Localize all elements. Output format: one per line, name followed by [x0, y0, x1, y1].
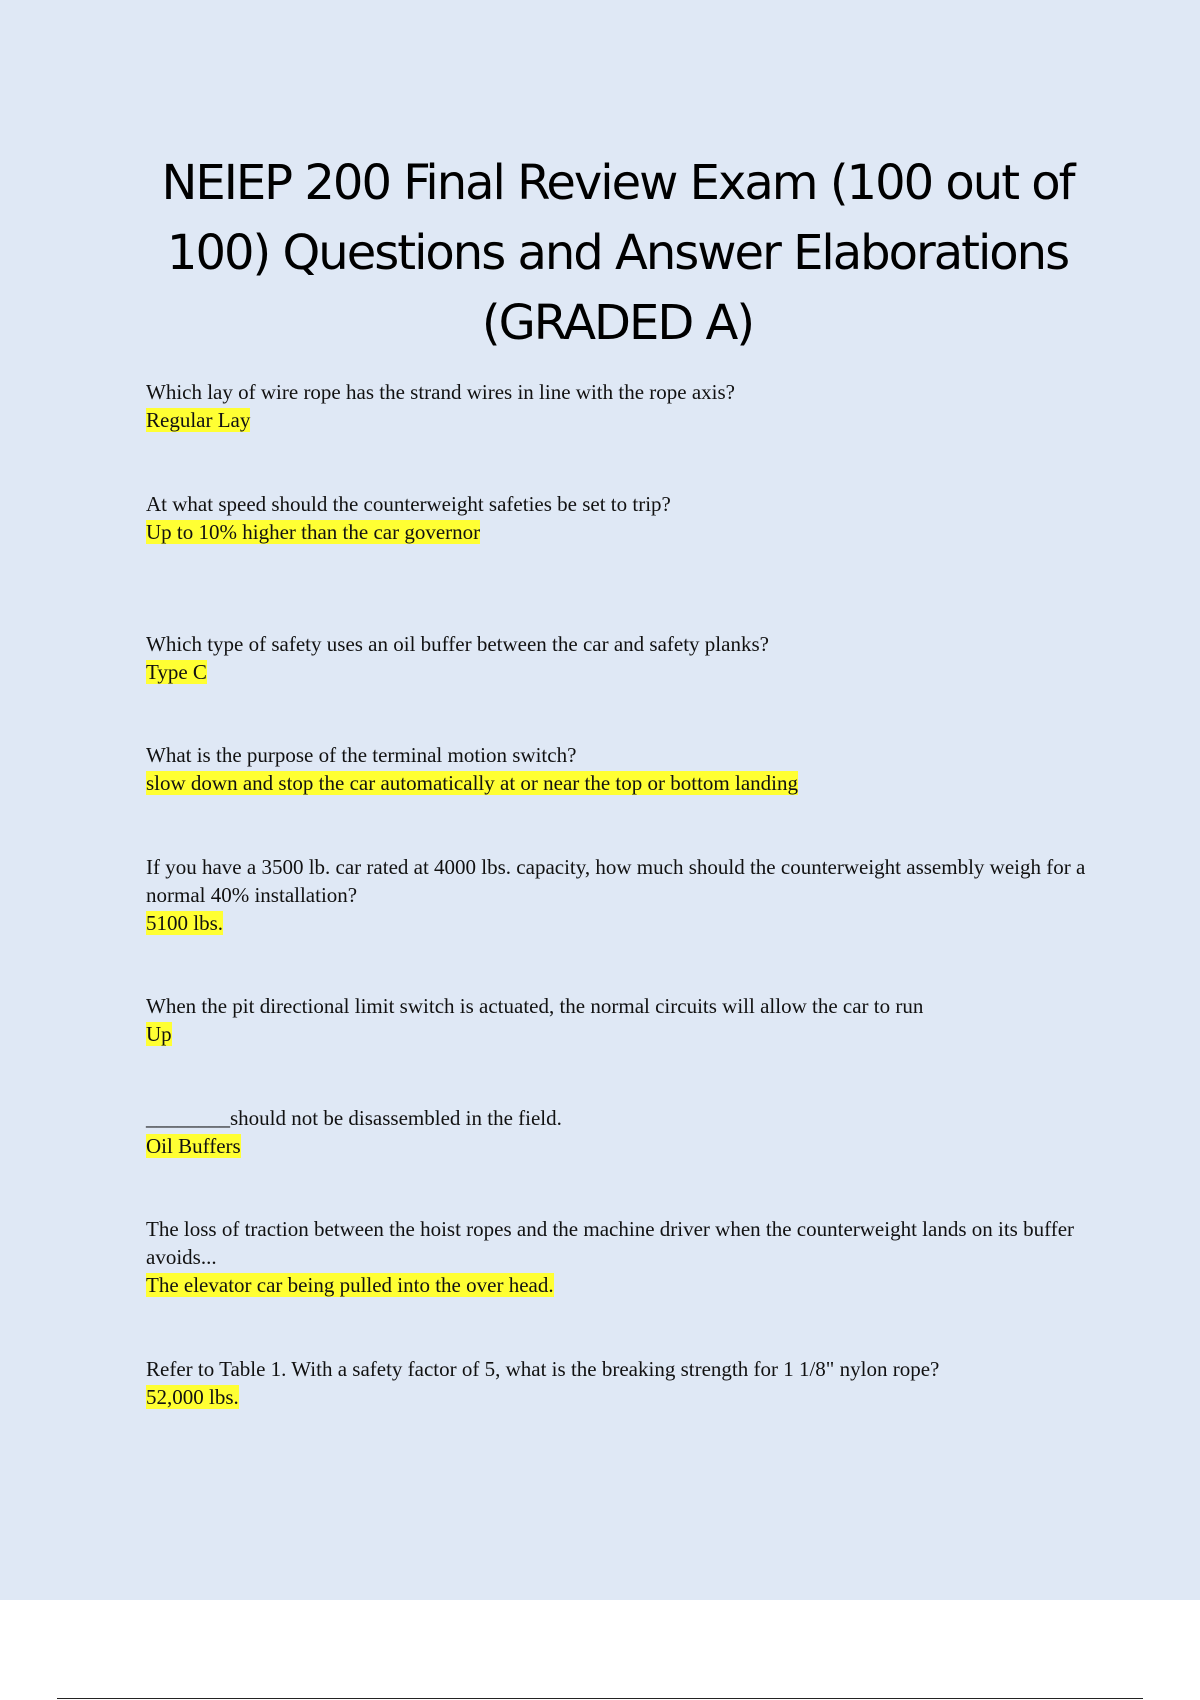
qa-item [146, 992, 1091, 1048]
qa-item [146, 1355, 1091, 1411]
answer-highlight: Regular Lay [146, 408, 251, 432]
answer-highlight: Oil Buffers [146, 1134, 241, 1158]
answer-highlight: Up [146, 1022, 172, 1046]
qa-item [146, 630, 1091, 686]
qa-item [146, 741, 1091, 797]
answer-highlight: Up to 10% higher than the car governor [146, 520, 481, 544]
question-text: Refer to Table 1. With a safety factor of 5, what is the breaking strength for 1 1/8" nylon rope? [146, 1357, 940, 1381]
answer-highlight: The elevator car being pulled into the over head. [146, 1273, 554, 1297]
answer-highlight: 52,000 lbs. [146, 1385, 239, 1409]
answer-highlight: slow down and stop the car automatically at or near the top or bottom landing [146, 771, 799, 795]
question-text: Which type of safety uses an oil buffer between the car and safety planks? [146, 632, 769, 656]
qa-item [146, 853, 1091, 937]
question-text: The loss of traction between the hoist ropes and the machine driver when the counterweight lands on its buffer avoids... [146, 1217, 1075, 1269]
answer-highlight: Type C [146, 660, 207, 684]
qa-item [146, 1104, 1091, 1160]
bottom-divider [57, 1698, 1143, 1699]
question-text: If you have a 3500 lb. car rated at 4000 lbs. capacity, how much should the counterweight assembly weigh for a normal 40% installation? [146, 855, 1086, 907]
question-text: What is the purpose of the terminal motion switch? [146, 743, 577, 767]
question-text: When the pit directional limit switch is actuated, the normal circuits will allow the car to run [146, 994, 924, 1018]
question-text: Which lay of wire rope has the strand wires in line with the rope axis? [146, 380, 735, 404]
question-text: At what speed should the counterweight safeties be set to trip? [146, 492, 671, 516]
qa-item [146, 490, 1091, 546]
qa-item [146, 378, 1091, 434]
question-text: ________should not be disassembled in the field. [146, 1106, 562, 1130]
document-title: NEIEP 200 Final Review Exam (100 out of 100) Questions and Answer Elaborations (GRADED A) [161, 155, 1074, 351]
answer-highlight: 5100 lbs. [146, 911, 224, 935]
qa-item [146, 1215, 1091, 1299]
